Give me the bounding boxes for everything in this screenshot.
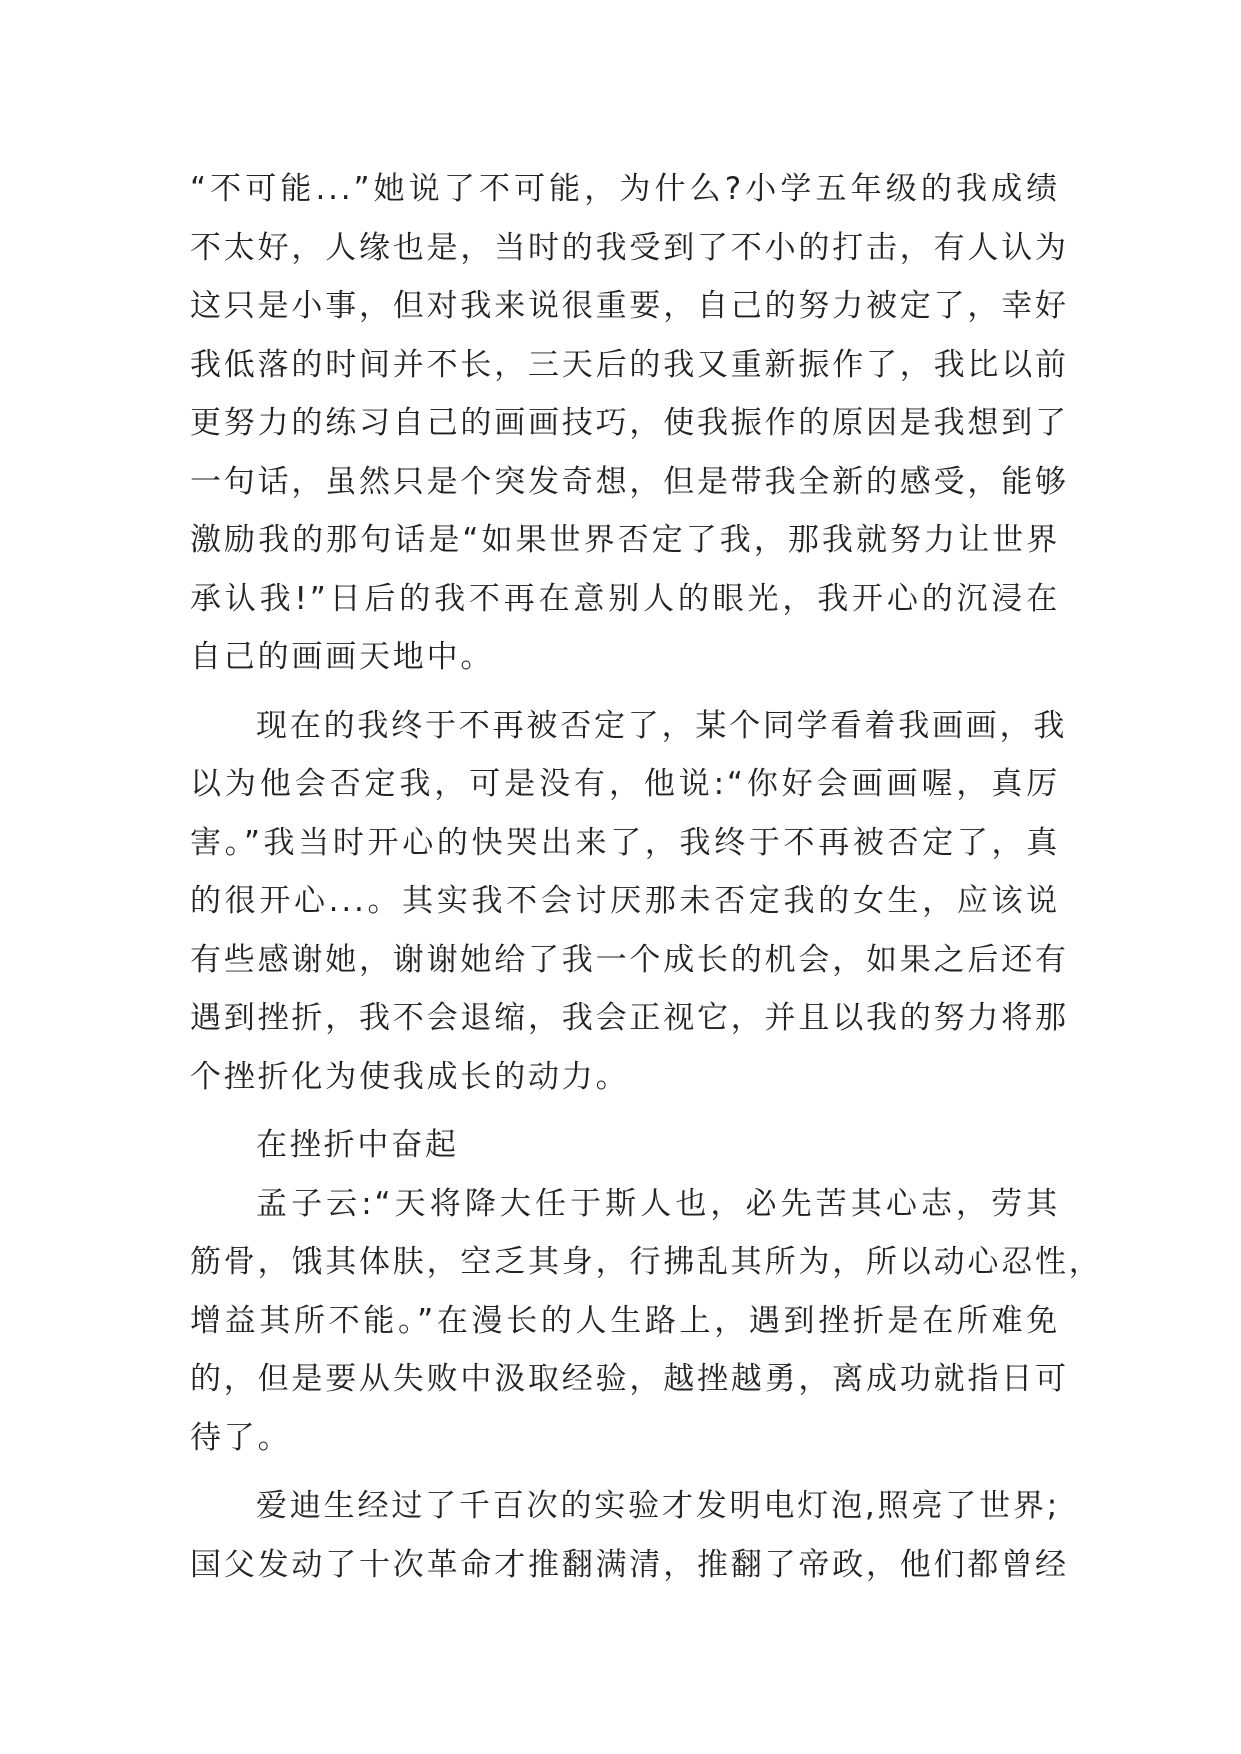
text-line: 爱迪生经过了千百次的实验才发明电灯泡,照亮了世界; — [256, 1488, 1060, 1524]
text-line: 以为他会否定我，可是没有，他说:“你好会画画喔，真厉 — [190, 766, 1060, 802]
text-line: 筋骨，饿其体肤，空乏其身，行拂乱其所为，所以动心忍性， — [190, 1244, 1103, 1280]
paragraph-gap — [190, 687, 1060, 697]
text-line: 个挫折化为使我成长的动力。 — [190, 1058, 630, 1095]
text-line: 孟子云:“天将降大任于斯人也，必先苦其心志，劳其 — [256, 1185, 1060, 1222]
document-body — [190, 160, 1103, 1594]
text-line: 激励我的那句话是“如果世界否定了我，那我就努力让世界 — [190, 522, 1060, 558]
paragraph-gap — [190, 1467, 1060, 1477]
text-line: 不太好，人缘也是，当时的我受到了不小的打击，有人认为 — [190, 229, 1069, 266]
text-line: 增益其所不能。”在漫长的人生路上，遇到挫折是在所难免 — [190, 1302, 1060, 1339]
text-line: 这只是小事，但对我来说很重要，自己的努力被定了，幸好 — [190, 288, 1069, 324]
text-line: 自己的画画天地中。 — [190, 639, 495, 675]
text-line: 我低落的时间并不长，三天后的我又重新振作了，我比以前 — [190, 346, 1069, 383]
text-line: 的，但是要从失败中汲取经验，越挫越勇，离成功就指日可 — [190, 1361, 1069, 1397]
text-line: 更努力的练习自己的画画技巧，使我振作的原因是我想到了 — [190, 405, 1069, 441]
text-line: 有些感谢她，谢谢她给了我一个成长的机会，如果之后还有 — [190, 941, 1069, 978]
text-line: 遇到挫折，我不会退缩，我会正视它，并且以我的努力将那 — [190, 1000, 1069, 1036]
text-line: 国父发动了十次革命才推翻满清，推翻了帝政，他们都曾经 — [190, 1546, 1069, 1583]
text-line: 的很开心...。其实我不会讨厌那未否定我的女生，应该说 — [190, 883, 1060, 919]
text-line: 承认我!”日后的我不再在意别人的眼光，我开心的沉浸在 — [190, 580, 1060, 617]
text-line: 一句话，虽然只是个突发奇想，但是带我全新的感受，能够 — [190, 463, 1069, 500]
text-line: 害。”我当时开心的快哭出来了，我终于不再被否定了，真 — [190, 824, 1060, 861]
paragraph-gap — [190, 1106, 1060, 1116]
text-line: 在挫折中奋起 — [256, 1127, 459, 1163]
text-line: 现在的我终于不再被否定了，某个同学看着我画画，我 — [256, 707, 1068, 744]
text-line: “不可能...”她说了不可能，为什么?小学五年级的我成绩 — [190, 171, 1060, 207]
text-line: 待了。 — [190, 1419, 292, 1456]
